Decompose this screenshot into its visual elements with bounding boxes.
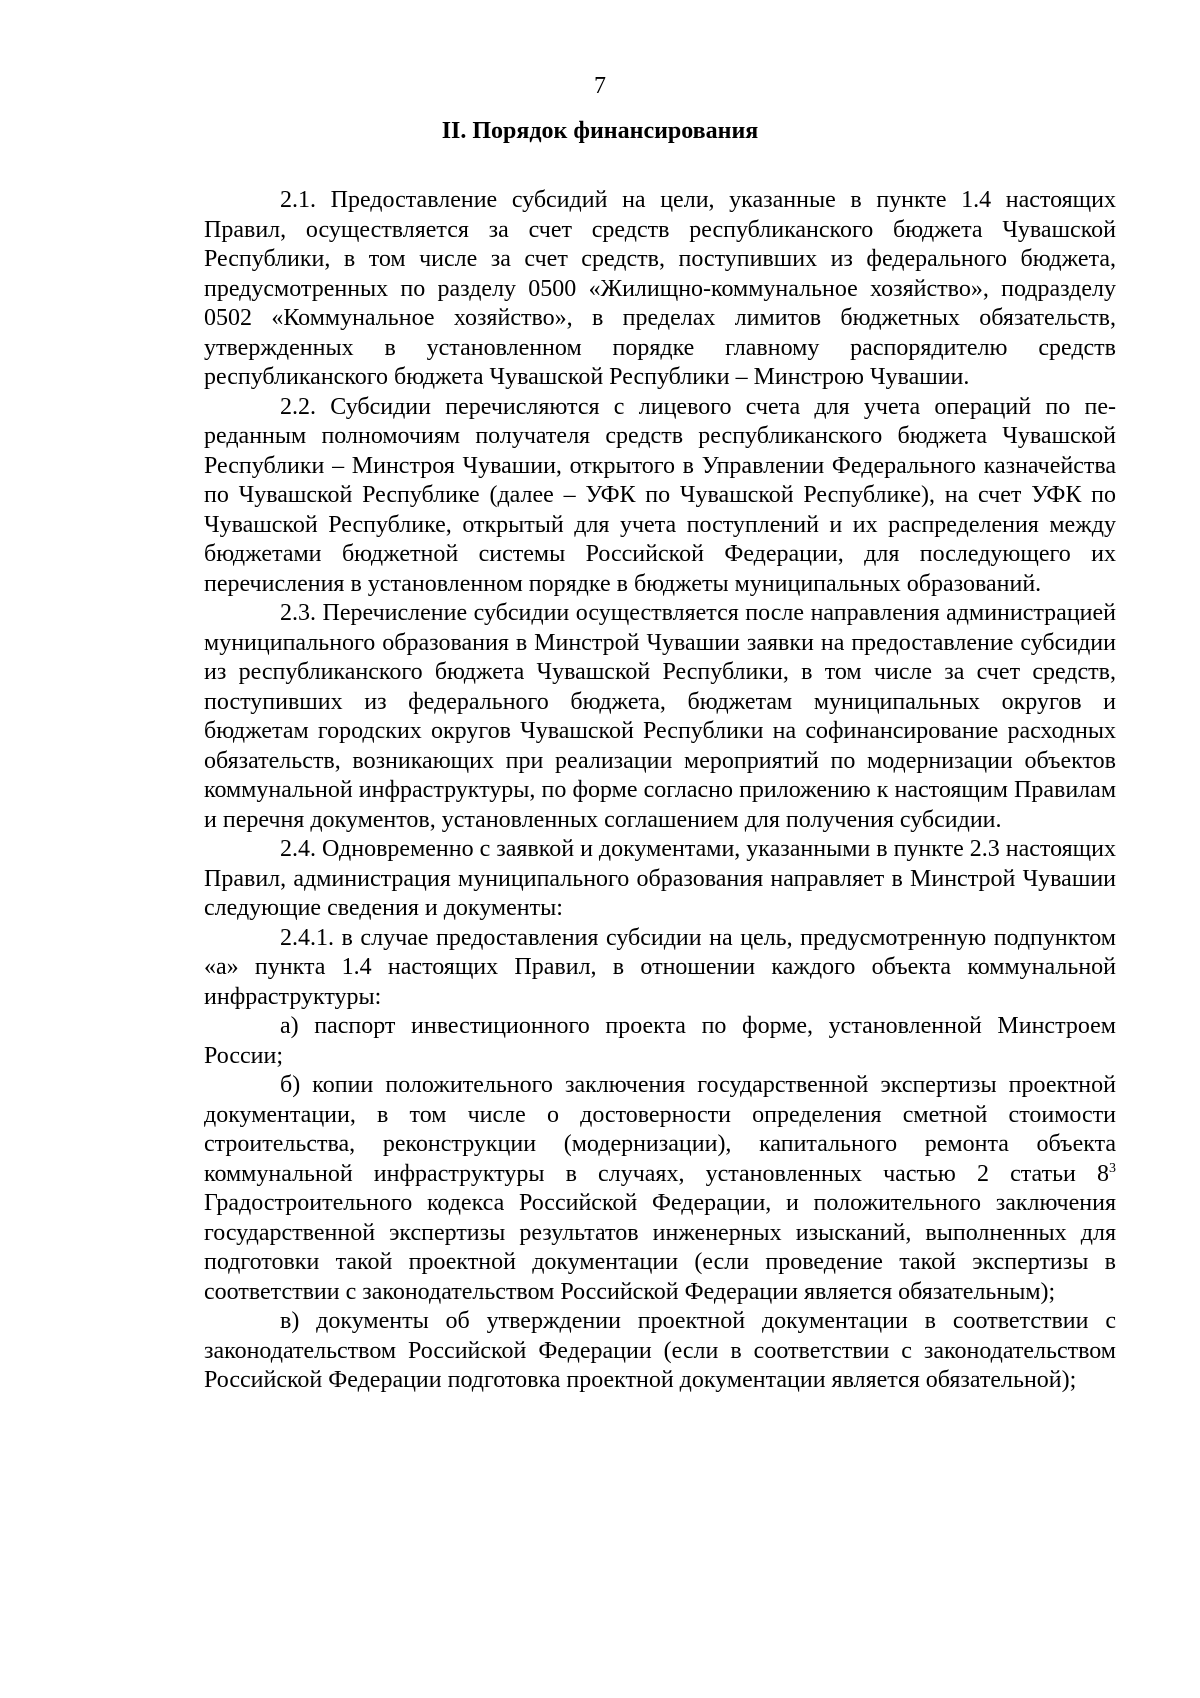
page-number: 7 xyxy=(594,73,606,99)
paragraph-v: в) документы об утверждении проектной документации в соответствии с законодательством Российской Федерации (если в соответствии с законодательством Российской Федерации подготовка проектной документации является обязательной); xyxy=(204,1308,1116,1393)
paragraph-2-2: 2.2. Субсидии перечисляются с лицевого счета для учета операций по переданным полномочиям получателя средств республиканского бюджета Чувашской Республики – Минстроя Чувашии, открытого в Управлении Федерального казначейства по Чувашской Республике (далее – УФК по Чувашской Республике), на счет УФК по Чувашской Республике, открытый для учета поступлений и их распределения между бюджетами бюджетной системы Российской Федерации, для последующего их перечисления в установленном порядке в бюджеты муниципальных образований. xyxy=(204,393,1116,597)
section-title: II. Порядок финансирования xyxy=(441,118,759,144)
paragraph-2-4: 2.4. Одновременно с заявкой и документами, указанными в пункте 2.3 настоящих Правил, администрация муниципального образования направляет в Минстрой Чувашии следующие сведения и документы: xyxy=(204,836,1116,921)
paragraph-2-4-1: 2.4.1. в случае предоставления субсидии на цель, предусмотренную подпунктом «а» пункта 1.4 настоящих Правил, в отношении каждого объекта коммунальной инфраструктуры: xyxy=(204,924,1116,1010)
paragraph-b-text-before: б) копии положительного заключения государственной экспертизы проектной документации, в том числе о достоверности определения сметной стоимости строительства, реконструкции (модернизации), капитального ремонта объекта коммунальной инфраструктуры в случаях, установленных частью 2 статьи 8 xyxy=(204,1072,1116,1187)
article-superscript: 3 xyxy=(1109,1160,1116,1176)
paragraph-2-1: 2.1. Предоставление субсидий на цели, указанные в пункте 1.4 настоящих Правил, осуществляется за счет средств республиканского бюджета Чувашской Республики, в том числе за счет средств, поступивших из федерального бюджета, предусмотренных по разделу 0500 «Жилищно-коммунальное хозяйство», подразделу 0502 «Коммунальное хозяйство», в пределах лимитов бюджетных обязательств, утвержденных в установленном порядке главному распорядителю средств республиканского бюджета Чувашской Республики – Минстрою Чувашии. xyxy=(204,187,1116,390)
paragraph-b-text-after: Градостроительного кодекса Российской Федерации, и положительного заключения государственной экспертизы результатов инженерных изысканий, выполненных для подготовки такой проектной документации (если проведение такой экспертизы в соответствии с законодательством Российской Федерации является обязательным); xyxy=(204,1190,1116,1305)
document-body xyxy=(204,186,1116,1396)
paragraph-b xyxy=(204,1071,1116,1307)
paragraph-a: а) паспорт инвестиционного проекта по форме, установленной Минстроем России; xyxy=(204,1013,1116,1069)
paragraph-2-3: 2.3. Перечисление субсидии осуществляется после направления администрацией муниципального образования в Минстрой Чувашии заявки на предоставление субсидии из республиканского бюджета Чувашской Республики, в том числе за счет средств, поступивших из федерального бюджета, бюджетам муниципальных округов и бюджетам городских округов Чувашской Республики на софинансирование расходных обязательств, возникающих при реализации мероприятий по модернизации объектов коммунальной инфраструктуры, по форме согласно приложению к настоящим Правилам и перечня документов, установленных соглашением для получения субсидии. xyxy=(204,600,1116,833)
